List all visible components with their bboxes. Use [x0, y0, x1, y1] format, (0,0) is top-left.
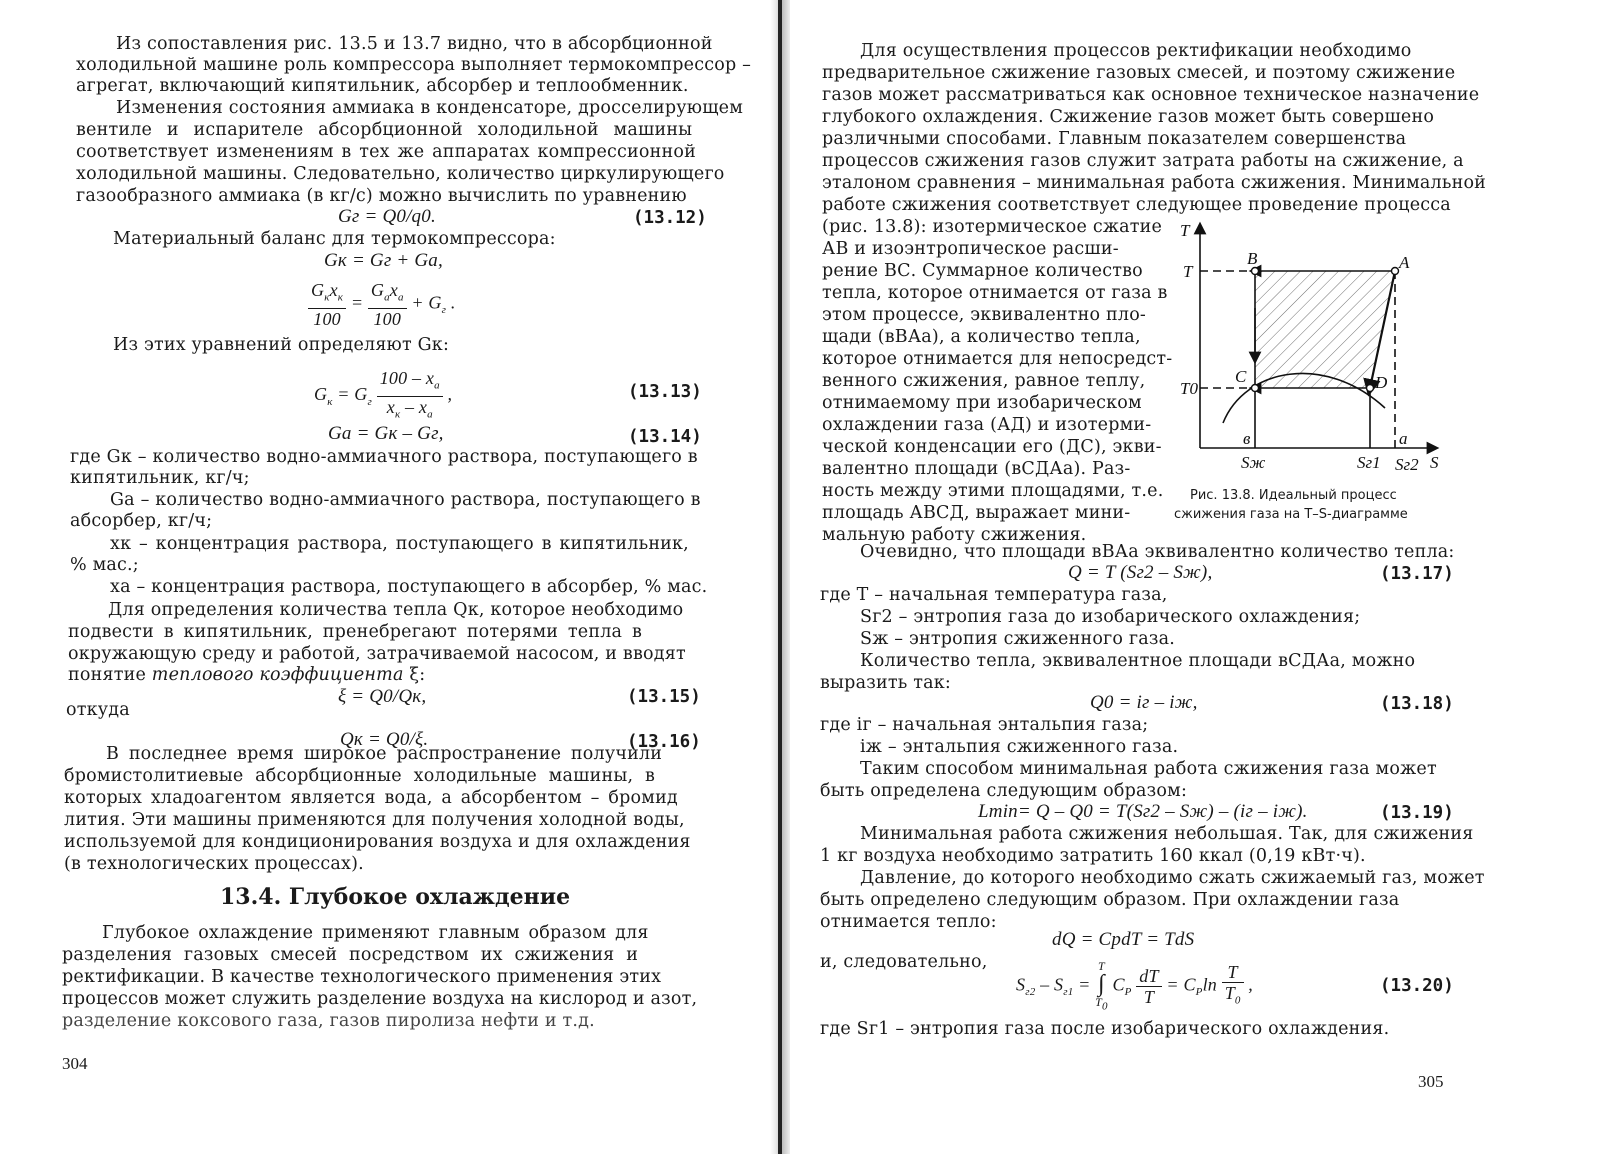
text-line: iж – энтальпия сжиженного газа.: [860, 737, 1179, 757]
point-d: [1367, 385, 1374, 392]
text-line: отнимаемому при изобарическом: [822, 393, 1142, 413]
equation-13-15: ξ = Q0/Qк,: [338, 686, 427, 707]
text-line: щади (вВАа), а количество тепла,: [822, 327, 1141, 347]
label-szh: Sж: [1241, 453, 1266, 472]
text-line: ческой конденсации его (ДС), экви-: [822, 437, 1162, 457]
equation-number: (13.14): [628, 427, 702, 447]
text-line: Sг2 – энтропия газа до изобарического охлаждения;: [860, 607, 1361, 627]
text-line: бромистолитиевые абсорбционные холодильные машины, в: [64, 766, 656, 786]
label-v: в: [1243, 429, 1251, 448]
equation-number: (13.20): [1380, 976, 1454, 996]
figure-caption: Рис. 13.8. Идеальный процесс: [1190, 488, 1397, 503]
equation-number: (13.13): [628, 382, 702, 402]
text-line: площадь АВСД, выражает мини-: [822, 503, 1131, 523]
text-line: Давление, до которого необходимо сжать сжижаемый газ, может: [860, 868, 1485, 888]
text-line: где T – начальная температура газа,: [820, 585, 1168, 605]
text-span: понятие: [68, 665, 152, 685]
text-line: процессов может служить разделение воздуха на кислород и азот,: [62, 989, 698, 1009]
equation-balance-1: Gк = Gг + Gа,: [324, 250, 443, 271]
text-line: Изменения состояния аммиака в конденсаторе, дросселирующем: [116, 98, 744, 118]
equation-number: (13.15): [627, 687, 701, 707]
text-line: [68, 664, 425, 686]
equation-13-17: Q = T (Sг2 – Sж),: [1068, 562, 1213, 583]
equation-number: (13.17): [1380, 564, 1454, 584]
text-line: абсорбер, кг/ч;: [70, 511, 213, 531]
text-line: % мас.;: [70, 555, 139, 575]
text-line: Минимальная работа сжижения небольшая. Так, для сжижения: [860, 824, 1474, 844]
text-line: окружающую среду и работой, затрачиваемой насосом, и вводят: [68, 644, 686, 664]
equation-balance-2: $\frac{G_кx_к}{100}$ = $\frac{G_аx_а}{100}$ + $G_г$ .: [308, 280, 456, 329]
text-line: эталоном сравнения – минимальная работа сжижения. Минимальной: [822, 173, 1487, 193]
text-line: работе сжижения соответствует следующее проведение процесса: [822, 195, 1451, 215]
text-line: вентиле и испарителе абсорбционной холодильной машины: [76, 120, 693, 140]
text-line: отнимается тепло:: [820, 912, 997, 932]
text-line: Таким способом минимальная работа сжижения газа может: [860, 759, 1437, 779]
text-line: где Sг1 – энтропия газа после изобарического охлаждения.: [820, 1019, 1390, 1039]
text-line: которое отнимается для непосредст-: [822, 349, 1173, 369]
text-line: где Gк – количество водно-аммиачного раствора, поступающего в: [70, 447, 698, 467]
t0-level-label: T0: [1180, 379, 1198, 398]
equation-number: (13.19): [1380, 803, 1454, 823]
label-c: C: [1235, 367, 1247, 386]
text-line: мальную работу сжижения.: [822, 525, 1087, 545]
ts-diagram: [1175, 218, 1445, 480]
label-sg1: Sг1: [1357, 453, 1381, 472]
label-d: D: [1375, 373, 1388, 392]
text-span: ξ:: [403, 665, 426, 685]
label-a: A: [1399, 253, 1410, 272]
term-italic: теплового коэффициента: [151, 665, 404, 685]
text-line: глубокого охлаждения. Сжижение газов может быть совершено: [822, 107, 1435, 127]
text-line: разделение коксового газа, газов пиролиза нефти и т.д.: [62, 1011, 595, 1031]
text-line: соответствует изменениям в тех же аппаратах компрессионной: [76, 142, 696, 162]
left-page: [0, 0, 770, 1154]
book-spine: [770, 0, 790, 1154]
equation-number: (13.12): [633, 208, 707, 228]
equation-13-13: $G_к = G_г$ $\frac{100 - x_а}{x_к - x_а}$ ,: [314, 368, 453, 421]
text-line: откуда: [66, 700, 130, 720]
text-line: газов может рассматриваться как основное техническое назначение: [822, 85, 1480, 105]
text-line: Для определения количества тепла Qк, которое необходимо: [108, 600, 684, 620]
equation-number: (13.16): [627, 732, 701, 752]
text-line: Для осуществления процессов ректификации необходимо: [860, 41, 1412, 61]
text-line: 1 кг воздуха необходимо затратить 160 ккал (0,19 кВт·ч).: [820, 846, 1366, 866]
text-line: агрегат, включающий кипятильник, абсорбер и теплообменник.: [76, 76, 689, 96]
text-line: различными способами. Главным показателем совершенства: [822, 129, 1407, 149]
t-axis-label: T: [1180, 221, 1190, 240]
text-line: Sж – энтропия сжиженного газа.: [860, 629, 1176, 649]
text-line: и, следовательно,: [820, 952, 988, 972]
text-line: ность между этими площадями, т.е.: [822, 481, 1164, 501]
text-line: лития. Эти машины применяются для получения холодной воды,: [64, 810, 685, 830]
text-line: холодильной машине роль компрессора выполняет термокомпрессор –: [76, 55, 752, 75]
text-line: процессов сжижения газов служит затрата работы на сжижение, а: [822, 151, 1464, 171]
text-line: венного сжижения, равное теплу,: [822, 371, 1146, 391]
point-a: [1392, 268, 1399, 275]
text-line: охлаждении газа (АД) и изотерми-: [822, 415, 1152, 435]
text-line: разделения газовых смесей посредством их сжижения и: [62, 945, 639, 965]
text-line: (рис. 13.8): изотермическое сжатие: [822, 217, 1163, 237]
section-heading: 13.4. Глубокое охлаждение: [220, 884, 571, 910]
text-line: этом процессе, эквивалентно пло-: [822, 305, 1147, 325]
page-number: 304: [62, 1054, 88, 1073]
text-line: рение ВС. Суммарное количество: [822, 261, 1143, 281]
text-line: Из этих уравнений определяют Gк:: [113, 335, 450, 355]
text-line: тепла, которое отнимается от газа в: [822, 283, 1168, 303]
equation-dq: dQ = CpdT = TdS: [1052, 929, 1195, 950]
page-number: 305: [1418, 1072, 1444, 1091]
text-line: Глубокое охлаждение применяют главным образом для: [102, 923, 649, 943]
text-line: быть определено следующим образом. При охлаждении газа: [820, 890, 1400, 910]
text-line: подвести в кипятильник, пренебрегают потерями тепла в: [68, 622, 642, 642]
text-line: ректификации. В качестве технологического применения этих: [62, 967, 662, 987]
right-page: [790, 0, 1601, 1154]
text-line: xа – концентрация раствора, поступающего в абсорбер, % мас.: [110, 577, 708, 597]
text-line: Материальный баланс для термокомпрессора:: [113, 229, 556, 249]
text-line: В последнее время широкое распространение получили: [106, 744, 663, 764]
equation-13-18: Q0 = iг – iж,: [1090, 692, 1198, 713]
equation-13-14: Gа = Gк – Gг,: [328, 423, 444, 444]
text-line: валентно площади (вСДАа). Раз-: [822, 459, 1131, 479]
equation-number: (13.18): [1380, 694, 1454, 714]
equation-13-16: Qк = Q0/ξ.: [340, 729, 429, 750]
t-level-label: T: [1183, 262, 1193, 281]
text-line: Gа – количество водно-аммиачного раствора, поступающего в: [110, 490, 701, 510]
text-line: холодильной машины. Следовательно, количество циркулирующего: [76, 164, 725, 184]
equation-13-20: $S_{г2} - S_{г1} = T$ ∫ $T_0$ $C_P$ $\frac{dT}{T}$ = $C_P\ln$ $\frac{T}{T_0}$ ,: [1016, 959, 1254, 1013]
text-line: Очевидно, что площади вВАа эквивалентно количество тепла:: [860, 542, 1455, 562]
text-line: Из сопоставления рис. 13.5 и 13.7 видно, что в абсорбционной: [116, 34, 713, 54]
text-line: газообразного аммиака (в кг/с) можно вычислить по уравнению: [76, 186, 687, 206]
s-axis-label: S: [1430, 453, 1439, 472]
text-line: (в технологических процессах).: [64, 854, 364, 874]
text-line: xк – концентрация раствора, поступающего в кипятильник,: [110, 534, 689, 554]
text-line: предварительное сжижение газовых смесей, и поэтому сжижение: [822, 63, 1456, 83]
spine-shadow: [778, 0, 782, 1154]
text-line: используемой для кондиционирования воздуха и для охлаждения: [64, 832, 691, 852]
text-line: Количество тепла, эквивалентное площади вСДАа, можно: [860, 651, 1416, 671]
figure-caption: сжижения газа на T–S-диаграмме: [1174, 507, 1408, 522]
text-line: выразить так:: [820, 673, 951, 693]
text-line: где iг – начальная энтальпия газа;: [820, 715, 1149, 735]
point-c: [1252, 385, 1259, 392]
label-sg2: Sг2: [1395, 455, 1419, 474]
label-a-small: a: [1399, 429, 1408, 448]
text-line: быть определена следующим образом:: [820, 781, 1188, 801]
equation-13-19: Lmin= Q – Q0 = T(Sг2 – Sж) – (iг – iж).: [978, 801, 1308, 822]
equation-13-12: Gг = Q0/q0.: [338, 206, 436, 227]
text-line: которых хладоагентом является вода, а абсорбентом – бромид: [64, 788, 678, 808]
point-b: [1252, 268, 1259, 275]
text-line: кипятильник, кг/ч;: [70, 468, 250, 488]
text-line: АВ и изоэнтропическое расши-: [822, 239, 1119, 259]
label-b: B: [1247, 249, 1258, 268]
